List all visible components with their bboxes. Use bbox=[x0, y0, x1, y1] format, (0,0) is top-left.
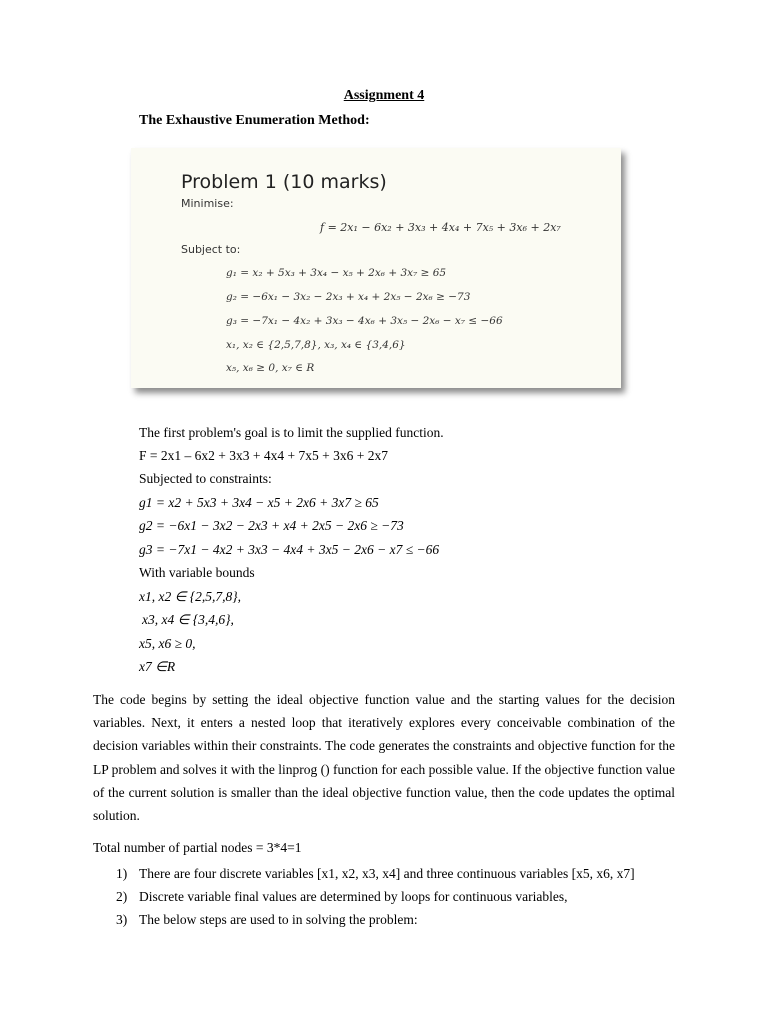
list-text: There are four discrete variables [x1, x2, x3, x4] and three continuous variables [x5, x6, x7] bbox=[139, 866, 635, 881]
constraint-g1-text: g1 = x2 + 5x3 + 3x4 − x5 + 2x6 + 3x7 ≥ 65 bbox=[139, 495, 379, 510]
list-number: 3) bbox=[116, 912, 128, 927]
subject-to-label: Subject to: bbox=[181, 243, 241, 256]
list-item bbox=[116, 866, 635, 882]
function-text: F = 2x1 – 6x2 + 3x3 + 4x4 + 7x5 + 3x6 + 2x7 bbox=[139, 448, 388, 463]
constraint-g2: g₂ = −6x₁ − 3x₂ − 2x₃ + x₄ + 2x₅ − 2x₆ ≥ −73 bbox=[226, 291, 471, 303]
total-nodes-text: Total number of partial nodes = 3*4=1 bbox=[93, 840, 302, 855]
list-item bbox=[116, 912, 418, 928]
bound-x7: x7 ∈R bbox=[139, 659, 176, 674]
constraint-g1: g₁ = x₂ + 5x₃ + 3x₄ − x₅ + 2x₆ + 3x₇ ≥ 65 bbox=[226, 267, 447, 279]
minimise-label: Minimise: bbox=[181, 197, 234, 210]
subjected-label: Subjected to constraints: bbox=[139, 471, 272, 486]
section-heading: The Exhaustive Enumeration Method: bbox=[139, 113, 370, 128]
problem-statement-image bbox=[131, 148, 621, 388]
list-number: 1) bbox=[116, 866, 128, 881]
discrete-bounds: x₁, x₂ ∈ {2,5,7,8}, x₃, x₄ ∈ {3,4,6} bbox=[226, 339, 406, 351]
continuous-bounds: x₅, x₆ ≥ 0, x₇ ∈ R bbox=[226, 362, 315, 374]
problem-heading: Problem 1 (10 marks) bbox=[181, 171, 387, 193]
list-text: The below steps are used to in solving the problem: bbox=[139, 912, 418, 927]
bound-x1-x2: x1, x2 ∈ {2,5,7,8}, bbox=[139, 589, 242, 604]
list-item bbox=[116, 889, 567, 905]
constraint-g2-text: g2 = −6x1 − 3x2 − 2x3 + x4 + 2x5 − 2x6 ≥ −73 bbox=[139, 518, 404, 533]
bound-x3-x4: x3, x4 ∈ {3,4,6}, bbox=[142, 612, 234, 627]
bound-x5-x6: x5, x6 ≥ 0, bbox=[139, 636, 196, 651]
page-title: Assignment 4 bbox=[343, 88, 425, 103]
bounds-label: With variable bounds bbox=[139, 565, 255, 580]
list-number: 2) bbox=[116, 889, 128, 904]
list-text: Discrete variable final values are determined by loops for continuous variables, bbox=[139, 889, 568, 904]
constraint-g3-text: g3 = −7x1 − 4x2 + 3x3 − 4x4 + 3x5 − 2x6 − x7 ≤ −66 bbox=[139, 542, 440, 557]
constraint-g3: g₃ = −7x₁ − 4x₂ + 3x₃ − 4x₆ + 3x₅ − 2x₆ − x₇ ≤ −66 bbox=[226, 315, 503, 327]
goal-text: The first problem's goal is to limit the supplied function. bbox=[139, 425, 444, 440]
objective-function: f = 2x₁ − 6x₂ + 3x₃ + 4x₄ + 7x₅ + 3x₆ + 2x₇ bbox=[320, 221, 561, 234]
description-paragraph: The code begins by setting the ideal objective function value and the starting values for the decision variables. Next, it enters a nested loop that iteratively explores every conceivable combination of the decision variables within their constraints. The code generates the constraints and objective function for the LP problem and solves it with the linprog () function for each possible value. If the objective function value of the current solution is smaller than the ideal objective function value, then the code updates the optimal solution. bbox=[93, 692, 675, 824]
